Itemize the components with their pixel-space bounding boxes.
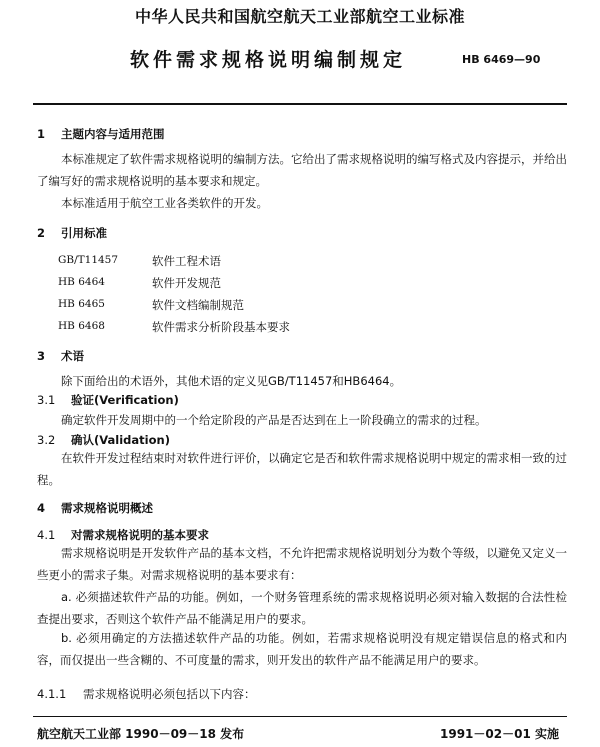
subsection-title: 对需求规格说明的基本要求	[71, 528, 209, 542]
subsection-number: 3.1	[37, 393, 56, 407]
subsection-title: 确认(Validation)	[71, 433, 170, 447]
subsection-text: 需求规格说明必须包括以下内容：	[83, 687, 256, 701]
subsection-3-2-heading	[37, 432, 170, 448]
reference-name: 软件文档编制规范	[152, 298, 244, 312]
requirement-item-b: b. 必须用确定的方法描述软件产品的功能。例如，若需求规格说明没有规定错误信息的格式和内容，而仅提出一些含糊的、不可度量的需求，则开发出的软件产品不能满足用户的要求。	[37, 631, 567, 667]
section-3-heading	[37, 348, 84, 364]
section-1-paragraph-1: 本标准规定了软件需求规格说明的编制方法。它给出了需求规格说明的编写格式及内容提示，并给出了编写好的需求规格说明的基本要求和规定。	[37, 152, 567, 188]
subsection-4-1-1	[37, 688, 256, 701]
section-title: 术语	[61, 349, 84, 363]
section-4-heading	[37, 500, 153, 516]
reference-name: 软件需求分析阶段基本要求	[152, 320, 290, 334]
reference-code: HB 6465	[58, 298, 105, 310]
subsection-3-1-text: 确定软件开发周期中的一个给定阶段的产品是否达到在上一阶段确立的需求的过程。	[61, 413, 487, 427]
reference-name: 软件开发规范	[152, 276, 221, 290]
header-rule	[33, 103, 567, 105]
subsection-number: 4.1.1	[37, 687, 67, 701]
section-1-heading	[37, 126, 165, 142]
footer-rule	[33, 716, 567, 717]
section-3-paragraph: 除下面给出的术语外，其他术语的定义见GB/T11457和HB6464。	[61, 374, 402, 388]
subsection-number: 3.2	[37, 433, 56, 447]
subsection-4-1-heading	[37, 527, 209, 543]
subsection-number: 4.1	[37, 528, 56, 542]
requirement-item-a: a. 必须描述软件产品的功能。例如，一个财务管理系统的需求规格说明必须对输入数据的合法性检查提出要求，否则这个软件产品不能满足用户的要求。	[37, 590, 567, 626]
subsection-title: 验证(Verification)	[71, 393, 179, 407]
reference-name: 软件工程术语	[152, 254, 221, 268]
subsection-4-1-paragraph: 需求规格说明是开发软件产品的基本文档，不允许把需求规格说明划分为数个等级，以避免又定义一些更小的需求子集。对需求规格说明的基本要求有：	[37, 546, 567, 582]
section-title: 引用标准	[61, 226, 107, 240]
section-title: 需求规格说明概述	[61, 501, 153, 515]
section-1-paragraph-2: 本标准适用于航空工业各类软件的开发。	[61, 196, 268, 210]
standard-org-heading: 中华人民共和国航空航天工业部航空工业标准	[134, 7, 465, 26]
reference-code: HB 6464	[58, 276, 105, 288]
section-number: 2	[37, 226, 46, 240]
document-title: 软件需求规格说明编制规定	[130, 49, 407, 71]
effective-date: 1991－02－01 实施	[440, 727, 559, 741]
section-2-heading	[37, 225, 107, 241]
subsection-3-1-heading	[37, 392, 179, 408]
standard-code: HB 6469—90	[462, 53, 541, 66]
section-number: 3	[37, 349, 46, 363]
reference-code: GB/T11457	[58, 254, 119, 266]
reference-code: HB 6468	[58, 320, 105, 332]
subsection-3-2-text: 在软件开发过程结束时对软件进行评价，以确定它是否和软件需求规格说明中规定的需求相一致的过程。	[37, 451, 567, 487]
issue-date: 航空航天工业部 1990－09－18 发布	[37, 727, 245, 741]
section-title: 主题内容与适用范围	[61, 127, 165, 141]
section-number: 4	[37, 501, 46, 515]
section-number: 1	[37, 127, 46, 141]
